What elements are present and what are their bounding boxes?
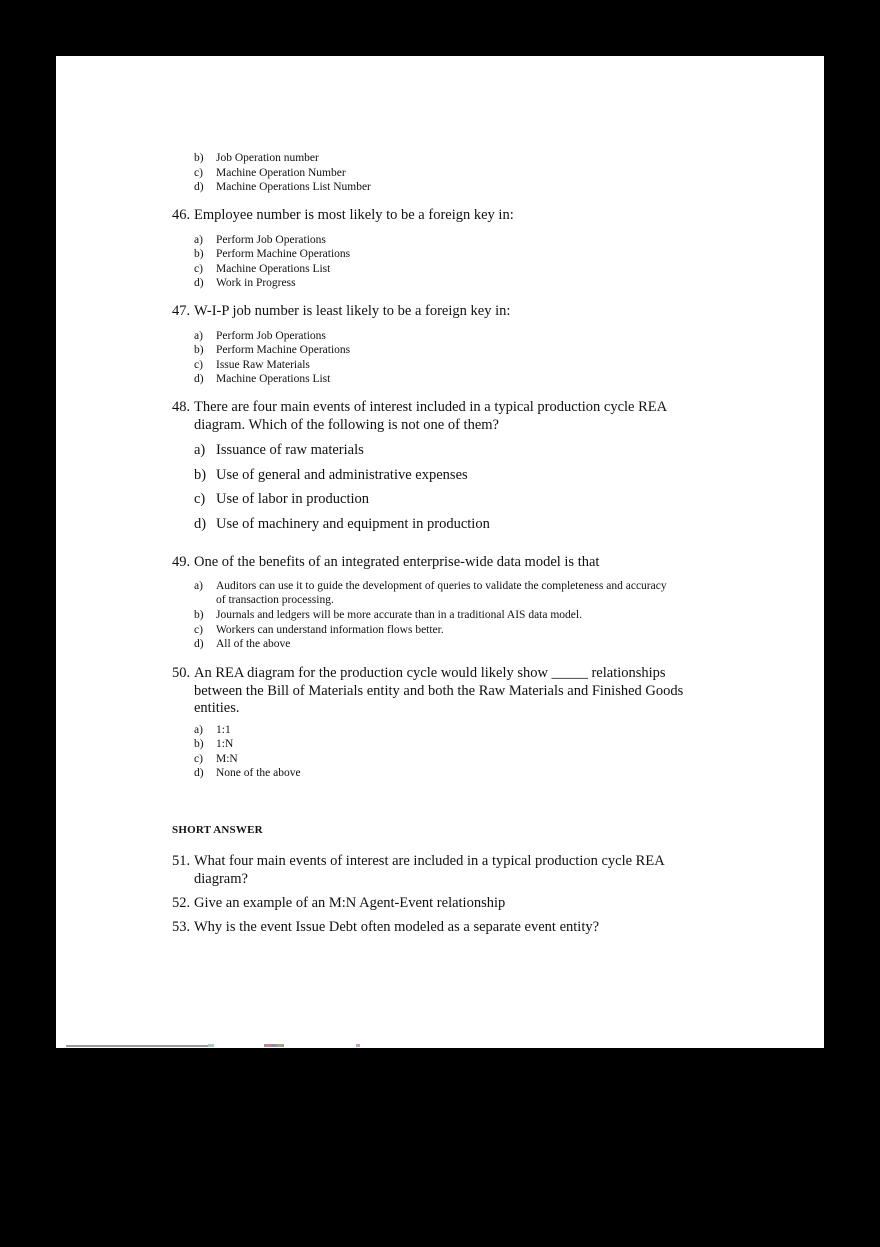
question-48-options	[194, 441, 694, 541]
option-item	[194, 623, 754, 638]
option-item	[194, 180, 594, 195]
footer-artifact	[356, 1044, 360, 1047]
option-letter: c)	[194, 166, 203, 179]
option-text: Perform Job Operations	[216, 330, 326, 342]
option-text: Machine Operation Number	[216, 166, 346, 179]
option-text-line-2: of transaction processing.	[216, 594, 334, 606]
question-text-line-3: entities.	[194, 700, 240, 716]
question-text: W-I-P job number is least likely to be a foreign key in:	[194, 303, 511, 319]
option-text: Machine Operations List	[216, 262, 331, 275]
option-item	[194, 372, 594, 386]
option-item	[194, 515, 694, 540]
option-letter: a)	[194, 234, 203, 246]
section-heading-short-answer: SHORT ANSWER	[172, 824, 263, 836]
question-46-options	[194, 233, 594, 291]
option-item	[194, 723, 594, 737]
option-item	[194, 737, 594, 751]
question-text: Why is the event Issue Debt often modeled as a separate event entity?	[194, 919, 600, 935]
option-letter: c)	[194, 358, 203, 371]
option-text: Machine Operations List Number	[216, 181, 371, 193]
option-text: Issue Raw Materials	[216, 358, 310, 371]
option-text: Perform Machine Operations	[216, 344, 351, 357]
question-47-options	[194, 329, 594, 387]
option-letter: d)	[194, 181, 204, 193]
option-letter: c)	[194, 262, 203, 275]
footer-artifact	[264, 1044, 284, 1047]
question-text-line-1: An REA diagram for the production cycle would likely show _____ relationships	[194, 665, 666, 681]
option-item	[194, 637, 754, 652]
question-47	[172, 303, 732, 321]
option-text: Workers can understand information flows better.	[216, 623, 444, 636]
option-text: Machine Operations List	[216, 372, 331, 385]
option-letter: d)	[194, 638, 204, 650]
option-letter: b)	[194, 466, 207, 483]
option-letter: a)	[194, 330, 203, 342]
question-text: Give an example of an M:N Agent-Event relationship	[194, 895, 506, 911]
option-item	[194, 579, 754, 608]
option-text: Journals and ledgers will be more accurate than in a traditional AIS data model.	[216, 609, 582, 621]
option-letter: a)	[194, 724, 203, 736]
continued-option-list	[194, 151, 594, 195]
option-letter: a)	[194, 580, 203, 592]
question-46	[172, 207, 732, 225]
question-number: 46.	[172, 207, 191, 223]
question-52	[172, 895, 772, 913]
option-letter: b)	[194, 344, 204, 357]
question-49-options	[194, 579, 754, 651]
option-letter: d)	[194, 766, 204, 779]
question-50	[172, 665, 792, 719]
question-text-line-2: between the Bill of Materials entity and both the Raw Materials and Finished Goods	[194, 682, 684, 699]
question-48	[172, 399, 772, 435]
question-number: 51.	[172, 853, 191, 869]
question-text-line-1: There are four main events of interest included in a typical production cycle REA	[194, 399, 668, 415]
option-text: Issuance of raw materials	[216, 442, 364, 458]
option-text: 1:N	[216, 738, 234, 751]
footer-artifact	[208, 1044, 214, 1047]
option-text: M:N	[216, 752, 238, 765]
option-item	[194, 343, 594, 357]
question-51	[172, 853, 772, 889]
option-item	[194, 276, 594, 290]
option-item	[194, 441, 694, 466]
option-letter: c)	[194, 491, 206, 508]
option-item	[194, 608, 754, 623]
option-letter: b)	[194, 609, 204, 621]
option-letter: b)	[194, 152, 204, 164]
option-text: Use of labor in production	[216, 491, 370, 508]
option-letter: c)	[194, 623, 203, 636]
option-letter: a)	[194, 442, 206, 458]
option-letter: d)	[194, 372, 204, 385]
option-text: All of the above	[216, 638, 291, 650]
option-text: None of the above	[216, 766, 301, 779]
question-text-line-2: diagram. Which of the following is not one of them?	[194, 417, 499, 433]
option-item	[194, 247, 594, 261]
question-number: 50.	[172, 665, 191, 681]
question-number: 47.	[172, 303, 191, 319]
question-number: 48.	[172, 399, 191, 415]
question-53	[172, 919, 772, 937]
option-item	[194, 466, 694, 491]
footer-rule	[66, 1045, 211, 1047]
question-text-line-1: What four main events of interest are included in a typical production cycle REA	[194, 853, 665, 869]
option-text: Use of machinery and equipment in production	[216, 516, 490, 533]
option-item	[194, 329, 594, 343]
option-text: 1:1	[216, 724, 231, 736]
document-page	[56, 56, 824, 1048]
option-text: Use of general and administrative expenses	[216, 466, 468, 483]
question-text-line-2: diagram?	[194, 870, 248, 887]
option-item	[194, 752, 594, 766]
option-letter: d)	[194, 516, 207, 533]
option-letter: b)	[194, 738, 204, 751]
option-letter: c)	[194, 752, 203, 765]
question-50-options	[194, 723, 594, 781]
option-item	[194, 166, 594, 181]
option-text: Perform Job Operations	[216, 234, 326, 246]
option-letter: d)	[194, 276, 204, 289]
option-item	[194, 233, 594, 247]
option-item	[194, 766, 594, 780]
option-item	[194, 490, 694, 515]
option-text-line-1: Auditors can use it to guide the development of queries to validate the completeness and accuracy	[216, 580, 667, 592]
question-text: One of the benefits of an integrated enterprise-wide data model is that	[194, 554, 600, 570]
question-number: 53.	[172, 919, 191, 935]
option-item	[194, 151, 594, 166]
option-item	[194, 262, 594, 276]
option-letter: b)	[194, 248, 204, 261]
question-number: 52.	[172, 895, 191, 911]
question-text: Employee number is most likely to be a foreign key in:	[194, 207, 514, 223]
option-item	[194, 358, 594, 372]
option-text: Job Operation number	[216, 152, 319, 164]
option-text: Work in Progress	[216, 276, 296, 289]
option-text: Perform Machine Operations	[216, 248, 351, 261]
question-49	[172, 554, 772, 572]
question-number: 49.	[172, 554, 191, 570]
